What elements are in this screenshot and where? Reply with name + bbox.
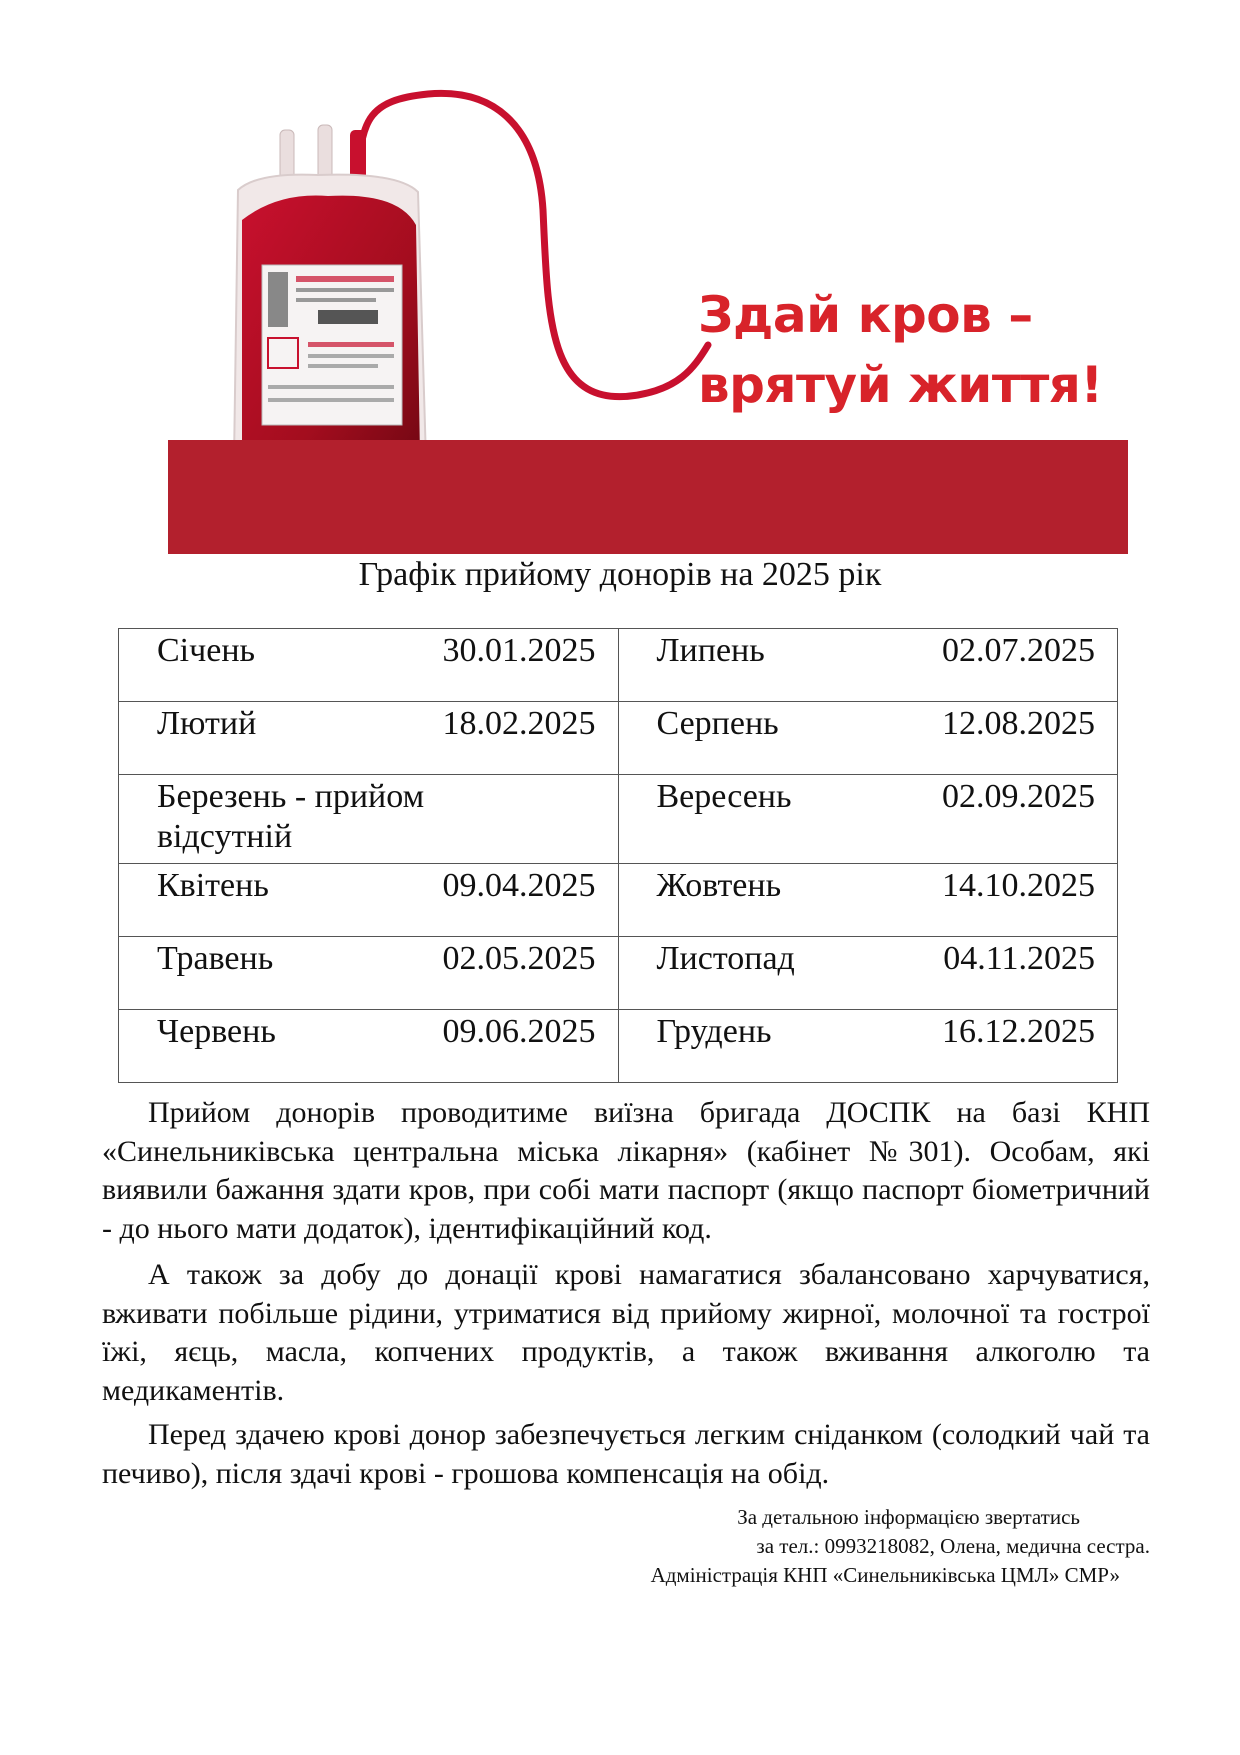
red-banner-bar [168,440,1128,554]
table-cell [119,702,619,775]
date-value: 09.04.2025 [442,867,596,904]
month-label: Липень [656,632,765,669]
blood-donation-banner [168,80,1128,554]
date-value: 30.01.2025 [442,632,596,669]
slogan [698,280,1128,420]
donor-schedule-table [118,628,1118,1083]
month-label: Вересень [656,778,792,815]
table-row [119,1010,1118,1083]
paragraph-preparation: А також за добу до донації крові намагатися збалансовано харчуватися, вживати побільше рідини, утриматися від прийому жирної, молочної та гострої їжі, яєць, масла, копчених продуктів, а також вживання алкоголю та медикаментів. [102,1258,1150,1407]
month-label: Листопад [656,940,795,977]
month-label: Січень [157,632,256,669]
table-cell [618,937,1118,1010]
date-value: 18.02.2025 [442,705,596,742]
page-title: Графік прийому донорів на 2025 рік [358,556,882,593]
table-cell [618,864,1118,937]
table-cell [119,629,619,702]
footer-line-1: За детальною інформацією звертатись [737,1505,1080,1529]
slogan-line-2: врятуй життя! [698,356,1103,414]
table-row [119,937,1118,1010]
month-label: Березень - прийом відсутній [157,778,425,855]
table-cell [618,775,1118,864]
table-cell [119,864,619,937]
table-row [119,702,1118,775]
footer-line-3: Адміністрація КНП «Синельниківська ЦМЛ» СМР» [650,1563,1120,1587]
footer-line-2: за тел.: 0993218082, Олена, медична сестра. [756,1534,1150,1558]
slogan-line-1: Здай кров – [698,286,1033,344]
table-cell [119,775,619,864]
table-cell [618,629,1118,702]
month-label: Квітень [157,867,269,904]
date-value: 09.06.2025 [442,1013,596,1050]
table-cell [119,1010,619,1083]
table-row [119,864,1118,937]
contact-footer [560,1503,1160,1590]
date-value: 14.10.2025 [942,867,1095,904]
table-row [119,629,1118,702]
date-value: 04.11.2025 [943,940,1095,977]
table-cell [119,937,619,1010]
date-value: 02.09.2025 [942,778,1095,815]
table-cell [618,702,1118,775]
month-label: Серпень [656,705,779,742]
month-label: Травень [157,940,274,977]
date-value: 02.07.2025 [942,632,1095,669]
paragraph-reception: Прийом донорів проводитиме виїзна бригада ДОСПК на базі КНП «Синельниківська центральна міська лікарня» (кабінет №301). Особам, які виявили бажання здати кров, при собі мати паспорт (якщо паспорт біометричний - до нього мати додаток), ідентифікаційний код. [102,1096,1150,1245]
month-label: Червень [157,1013,276,1050]
date-value: 02.05.2025 [442,940,596,977]
month-label: Лютий [157,705,257,742]
month-label: Грудень [656,1013,772,1050]
table-row [119,775,1118,864]
date-value: 12.08.2025 [942,705,1095,742]
table-cell [618,1010,1118,1083]
paragraph-breakfast: Перед здачею крові донор забезпечується легким сніданком (солодкий чай та печиво), після здачі крові - грошова компенсація на обід. [102,1418,1150,1490]
date-value: 16.12.2025 [942,1013,1095,1050]
month-label: Жовтень [656,867,782,904]
